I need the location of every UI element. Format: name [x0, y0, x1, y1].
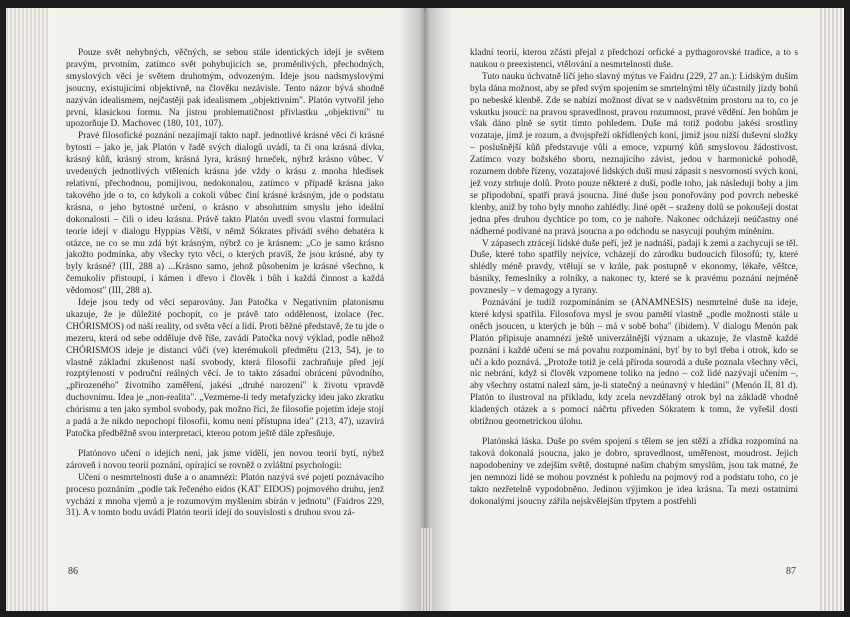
page-number-right: 87: [786, 566, 796, 577]
bookmark-ribbon: [420, 528, 432, 611]
right-paragraph-4: Poznávání je tudíž rozpomínáním se (ANAMNESIS) nesmrtelné duše na ideje, které kdysi spatřila. Filosofova mysl je svou pamětí vlastně „podle možnosti stále u oněch jsoucen, u kterých je bůh – má v sobě boha" (ibidem). V dialogu Menón pak Platón připisuje anamnézi ještě univerzálnější význam a ukazuje, že vlastně každé poznání i každé učení se má povahu rozpomínání, byť by to byl třeba i otrok, kdo se učí a kdo poznává. „Protože totiž je celá příroda sourodá a duše poznala všechny věci, nic nebrání, když si člověk vzpomene toliko na jedno – což lidé nazývají učením –, aby všechny ostatní nalezl sám, je-li statečný a neúnavný v hledání" (Menón II, 81 d). Platón to ilustroval na příkladu, kdy zcela nevzdělaný otrok byl na základě vhodně kladených otázek a s pomocí náčrtu přiveden Sókratem k tomu, že vyřešil dosti obtížnou geometrickou úlohu.: [470, 298, 798, 428]
left-paragraph-3: Ideje jsou tedy od věcí separovány. Jan Patočka v Negativním platonismu ukazuje, že je důležité pochopit, co je právě tato oddělenost, izolace (řec. CHÓRISMOS) od naší reality, od světa věcí a lidí. Proti běžné představě, že tu jde o mezeru, která od sebe odděluje dvě říše, zavádí Patočka nový výklad, podle něhož CHÓRISMOS ideje je distanci vůči (ve) kterémukoli předmětu (213, 54), je to vlastně základní zkušenost naší svobody, která filosofii zachraňuje před její rozptýleností v područní reálných věcí. Je to takto zásadní obrácení původního, „přirozeného" životního zaměření, jakési „druhé narození" k životu vpravdě duchovnímu. Idea je „non-realita". „Vezmeme-li tedy metafyzicky ideu jako zkratku chórismu a ten jako symbol svobody, pak možno říci, že filosofie pojetím ideje stojí a padá a že nikdo nepochopí filosofii, komu není přístupna idea" (213, 47), uzavírá Patočka předběžně svou interpretaci, kterou potom ještě dále zpřesňuje.: [66, 298, 384, 439]
right-paragraph-2: Tuto nauku úchvatně líčí jeho slavný mýtus ve Faidru (229, 27 an.): Lidským duším byla dána možnost, aby se před svým spojením se smrtelnými těly účastnily jízdy bohů po nebeské klenbě. Zde se nabízí možnost dívat se v nadsvětním prostoru na to, co je vskutku jsoucí: na pravou spravedlnost, pravou rozumnost, pravé vědění. Jen bohům je však dáno plně se sytit tímto pohledem. Duše má totiž podobu jakési srostliny vozataje, jímž je rozum, a dvojspřeží okřídlených koní, jimiž jsou nižší duševní složky – poslušnější kůň představuje vůli a emoce, vzpurný kůň smyslovou žádostivost. Zatímco vozy božského sboru, neznajícího závist, jedou v harmonické pohodě, rozumem dobře řízeny, vozatajové lidských duší musí zápasit s nesvorností svých koní, jež vozy strhuje dolů. Proto pouze některé z duší, podle toho, jak následují bohy a jim se připodobní, spatří pravá jsoucna. Jiné duše jsou ponořovány pod povrch nebeské klenby, aniž by toho byly mnoho zahlédly. Jiné opět – sraženy dolů se pokoušejí dostat jedna přes druhou dychtice po tom, co je nahoře. Nakonec odcházejí neúčastny oné nádherné podívané na pravá jsoucna a po odchodu se nasycují pouhým míněním.: [470, 71, 798, 237]
left-paragraph-5: Učení o nesmrtelnosti duše a o anamnézi: Platón nazývá své pojetí poznávacího procesu poznáním „podle tak řečeného eidos (KAT' EIDOS) pojmového druhu, jenž vychází z mnoha vjemů a je rozumovým myšlením sbírán v jednotu" (Faidros 229, 31). A v tomto bodu uvádí Platón teorii idejí do souvislosti s druhou svou zá-: [66, 472, 384, 519]
right-paragraph-3: V zápasech ztrácejí lidské duše peří, jež je nadnáší, padají k zemi a zachycují se těl. Duše, které toho spatřily nejvíce, vcházejí do zárodku budoucích filosofů; ty, které shlédly méně pravdy, vtělují se v krále, pak postupně v ekonomy, lékaře, věštce, básníky, řemeslníky a rolníky, a nakonec ty, které se k pravému poznání nejméně povznesly – v demagogy a tyrany.: [470, 238, 798, 297]
right-paragraph-1: kladní teorií, kterou zčásti přejal z předchozí orfické a pythagorovské tradice, a to s naukou o preexistenci, vtělování a nesmrtelnosti duše.: [470, 48, 798, 70]
left-page: [6, 8, 424, 611]
left-page-text: [66, 48, 384, 520]
right-paragraph-5: Platónská láska. Duše po svém spojení s tělem se jen stěží a zřídka rozpomíná na taková dokonalá jsoucna, jako je dobro, spravedlnost, uměřenost, moudrost. Jejich napodobeniny ve zdejším světě, dostupné našim chabým smyslům, jsou tak matné, že jen nemnozí lidé se mohou povznést k pohledu na pojmový rod a podstatu toho, co je takto nezřetelně vypodobněno. Jedinou výjimkou je idea krásna. Ta mezi ostatními dokonalými jsoucny zářila nejskvělejším třpytem a postřehli: [470, 437, 798, 507]
open-book: [6, 8, 844, 611]
left-paragraph-1: Pouze svět nehybných, věčných, se sebou stále identických idejí je světem pravým, prvotním, zatímco svět pohybujících se, proměnlivých, přechodných, smyslových věcí je světem druhotným, odvozeným. Ideje jsou nadsmyslovými jsoucny, existujícími objektivně, na člověku nezávisle. Tento názor bývá shodně nazýván idealismem, nejčastěji pak idealismem „objektivním". Platón vytvořil jeho první, klasickou formu. Na jistou problematičnost přívlastku „objektivní" tu upozorňuje D. Machovec (180, 101, 107).: [66, 48, 384, 130]
page-edges-left: [6, 8, 50, 611]
left-paragraph-2: Pravé filosofické poznání nezajímají takto např. jednotlivé krásné věci či krásné bytosti – jako je, jak Platón v řadě svých dialogů uvádí, ta či ona krásná dívka, krásný kůň, krásný strom, krásná lyra, krásný hrneček, nýbrž krásno vůbec. V uvedených jednotlivých vtěleních krásna jde vždy o krásu z mnoha hledisek relativní, přechodnou, pomíjivou, nedokonalou, zatímco v případě krásna jako takového jde o to, co kdykoli a cokoli vůbec činí krásné krásným, jde o podstatu krásna, o jeho bytostné určení, o krásno v absolutním smyslu jeho ideální dokonalosti – čili o ideu krásna. Právě takto Platón uvedl svou vlastní formulaci teorie idejí v dialogu Hyppias Větší, v němž Sókrates přivádí svého debatéra k otázce, ne co se mu zdá být krásným, nýbrž co je krásnem: „Co je samo krásno jakožto podmínka, aby všecky tyto věci, o kterých pravíš, že jsou krásné, aby ty byly krásné? (III, 288 a) ...Krásno samo, jehož působením je krásné všechno, k čemukoliv přistoupí, i kámen i dřevo i člověk i bůh i každá činnost a každá vědomost" (III, 288 a).: [66, 131, 384, 297]
left-paragraph-4: Platónovo učení o idejích není, jak jsme viděli, jen novou teorií bytí, nýbrž zároveň i novou teorií poznání, opírající se rovněž o zvláštní psychologii:: [66, 448, 384, 471]
page-number-left: 86: [68, 566, 78, 577]
right-page: [426, 8, 844, 611]
page-edges-right: [818, 8, 844, 611]
right-page-text: [470, 48, 798, 508]
